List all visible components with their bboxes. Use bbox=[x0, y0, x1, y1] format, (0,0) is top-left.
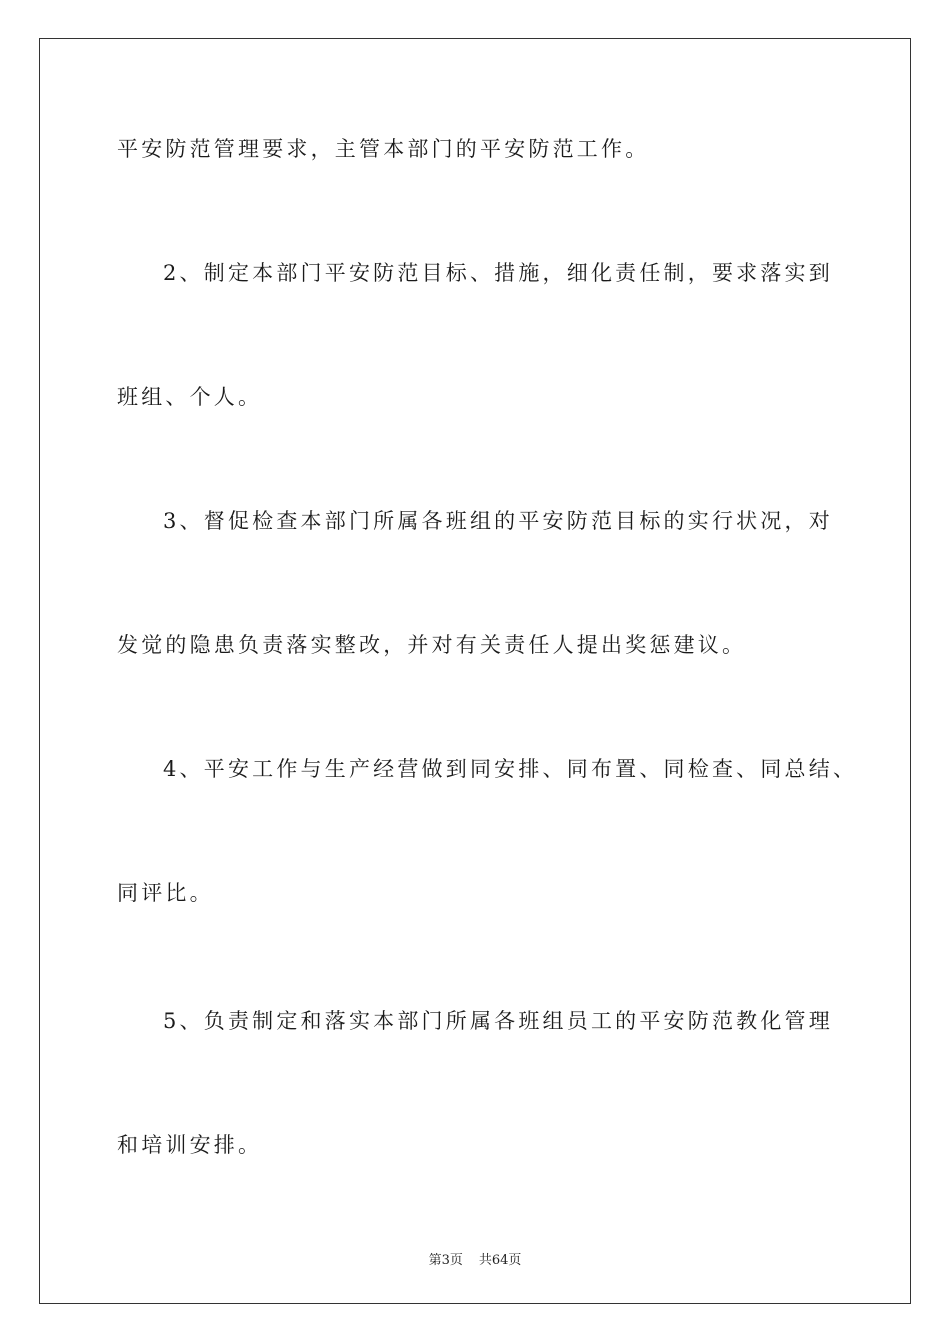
paragraph-line: 发觉的隐患负责落实整改，并对有关责任人提出奖惩建议。 bbox=[117, 633, 747, 657]
paragraph-line: 班组、个人。 bbox=[117, 385, 263, 409]
paragraph-line: 3、督促检查本部门所属各班组的平安防范目标的实行状况，对 bbox=[163, 509, 833, 533]
page-frame bbox=[39, 38, 911, 1304]
paragraph-line: 2、制定本部门平安防范目标、措施，细化责任制，要求落实到 bbox=[163, 261, 833, 285]
page-number-total: 共64页 bbox=[478, 1253, 522, 1268]
paragraph-line: 和培训安排。 bbox=[117, 1133, 263, 1157]
paragraph-line: 4、平安工作与生产经营做到同安排、同布置、同检查、同总结、 bbox=[163, 757, 858, 781]
page-footer bbox=[0, 1249, 950, 1268]
paragraph-line: 5、负责制定和落实本部门所属各班组员工的平安防范教化管理 bbox=[163, 1009, 833, 1033]
paragraph-line: 同评比。 bbox=[117, 881, 214, 905]
page-number-current: 第3页 bbox=[428, 1253, 463, 1268]
paragraph-line: 平安防范管理要求，主管本部门的平安防范工作。 bbox=[117, 137, 650, 161]
